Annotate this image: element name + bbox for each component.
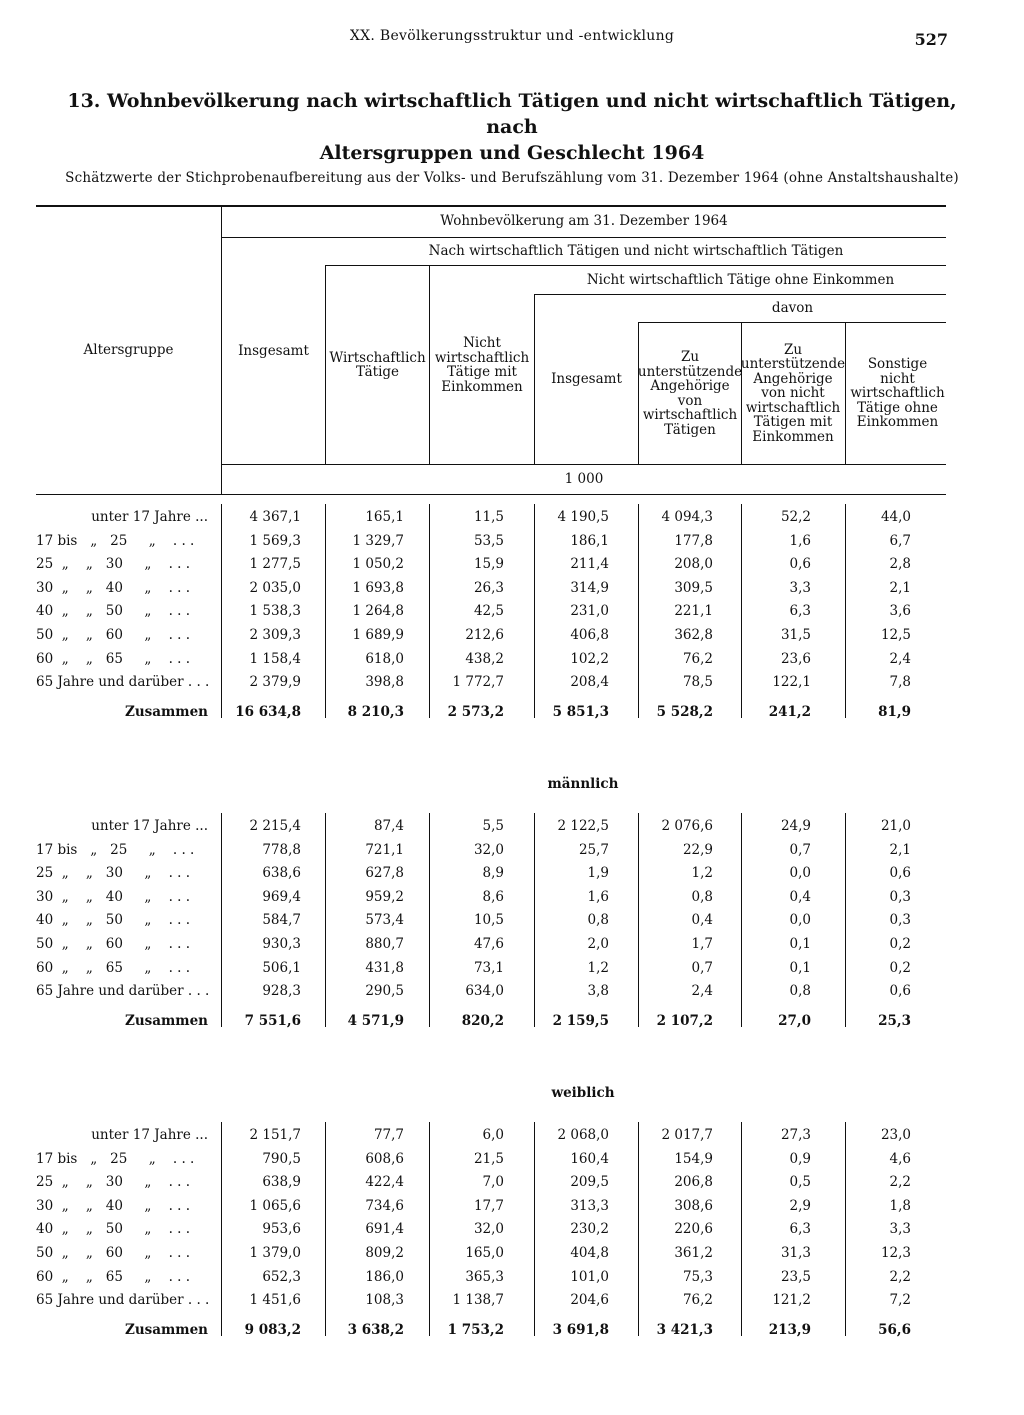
total-cell: 213,9 (768, 1321, 811, 1338)
table-cell: 42,5 (473, 603, 504, 620)
header-divider-3 (429, 265, 430, 464)
table-title (60, 88, 964, 166)
table-cell: 313,3 (570, 1197, 609, 1214)
row-label: 17 bis „ 25 „ . . . (36, 841, 195, 858)
table-cell: 12,5 (880, 627, 911, 643)
table-cell: 160,4 (570, 1150, 609, 1167)
table-cell: 1 050,2 (352, 556, 404, 573)
header-wohnbevoelkerung: Wohnbevölkerung am 31. Dezember 1964 (440, 213, 728, 230)
table-cell: 32,0 (473, 1221, 504, 1238)
table-cell: 0,3 (889, 888, 911, 905)
total-cell: 27,0 (778, 1012, 811, 1029)
table-cell: 208,4 (570, 674, 609, 691)
row-label: 40 „ „ 50 „ . . . (36, 912, 191, 929)
table-cell: 75,3 (682, 1268, 713, 1285)
row-label: 25 „ „ 30 „ . . . (36, 556, 191, 573)
table-cell: 1,7 (691, 936, 713, 952)
table-cell: 8,6 (482, 888, 504, 905)
table-cell: 3,3 (789, 579, 811, 596)
table-cell: 6,7 (889, 532, 911, 549)
table-cell: 101,0 (570, 1268, 609, 1285)
table-cell: 2,9 (789, 1197, 811, 1214)
table-cell: 969,4 (262, 888, 301, 905)
table-cell: 4 190,5 (557, 509, 609, 525)
table-cell: 2,0 (587, 936, 609, 952)
header-insgesamt: Insgesamt (238, 342, 309, 359)
header-wirtschaftlich-taetige: Wirtschaftlich Tätige (329, 349, 426, 380)
total-cell: 3 421,3 (656, 1321, 713, 1338)
header-divider-7 (845, 322, 846, 464)
table-cell: 404,8 (570, 1245, 609, 1261)
header-nicht-wirt-ohne-einkommen: Nicht wirtschaftlich Tätige ohne Einkommen (586, 271, 895, 288)
table-cell: 4 367,1 (249, 509, 301, 525)
table-cell: 0,4 (691, 912, 713, 929)
table-cell: 76,2 (682, 1292, 713, 1309)
table-cell: 1 065,6 (249, 1197, 301, 1214)
table-cell: 2 309,3 (249, 627, 301, 643)
section-label-weiblich: weiblich (551, 1085, 615, 1101)
table-cell: 1 693,8 (352, 579, 404, 596)
table-cell: 573,4 (365, 912, 404, 929)
table-cell: 22,9 (682, 841, 713, 858)
table-cell: 2,1 (889, 579, 911, 596)
table-cell: 1,6 (587, 888, 609, 905)
table-cell: 102,2 (570, 650, 609, 667)
table-cell: 314,9 (570, 579, 609, 596)
table-cell: 220,6 (674, 1221, 713, 1238)
table-cell: 73,1 (473, 959, 504, 976)
header-altersgruppe: Altersgruppe (83, 341, 174, 358)
table-cell: 1,2 (691, 865, 713, 882)
table-cell: 638,6 (262, 865, 301, 882)
row-label: 65 Jahre und darüber . . . (36, 674, 210, 691)
table-cell: 1 451,6 (249, 1292, 301, 1309)
table-title-line-2: Altersgruppen und Geschlecht 1964 (319, 142, 705, 164)
table-cell: 638,9 (262, 1174, 301, 1191)
table-cell: 0,8 (691, 888, 713, 905)
table-cell: 154,9 (674, 1150, 713, 1167)
section-label-männlich: männlich (547, 776, 619, 792)
row-label: 30 „ „ 40 „ . . . (36, 888, 191, 905)
header-unit: 1 000 (564, 471, 604, 488)
table-cell: 608,6 (365, 1150, 404, 1167)
table-cell: 87,4 (373, 818, 404, 834)
table-cell: 0,7 (789, 841, 811, 858)
table-cell: 1 158,4 (249, 650, 301, 667)
table-cell: 309,5 (674, 579, 713, 596)
table-cell: 691,4 (365, 1221, 404, 1238)
table-cell: 31,3 (780, 1245, 811, 1261)
table-cell: 398,8 (365, 674, 404, 691)
header-nicht-wirt-mit-einkommen: Nicht wirtschaftlich Tätige mit Einkommen (434, 335, 530, 395)
table-cell: 6,0 (482, 1127, 504, 1143)
table-cell: 186,0 (365, 1268, 404, 1285)
table-cell: 23,5 (780, 1268, 811, 1285)
table-cell: 778,8 (262, 841, 301, 858)
table-cell: 212,6 (465, 627, 504, 643)
table-cell: 221,1 (674, 603, 713, 620)
table-cell: 44,0 (880, 509, 911, 525)
total-cell: 241,2 (768, 703, 811, 720)
table-cell: 0,6 (789, 556, 811, 573)
table-cell: 734,6 (365, 1197, 404, 1214)
table-cell: 0,2 (889, 959, 911, 976)
header-angehoerige-wt: Zu unterstützende Angehörige von wirtschaftlich Tätigen (637, 349, 743, 438)
table-cell: 17,7 (473, 1197, 504, 1214)
table-cell: 406,8 (570, 627, 609, 643)
table-cell: 6,3 (789, 603, 811, 620)
table-cell: 2 068,0 (557, 1127, 609, 1143)
table-cell: 1 689,9 (352, 627, 404, 643)
table-cell: 721,1 (365, 841, 404, 858)
table-cell: 2 035,0 (249, 579, 301, 596)
table-cell: 206,8 (674, 1174, 713, 1191)
table-cell: 0,8 (789, 983, 811, 1000)
table-cell: 211,4 (570, 556, 609, 573)
table-cell: 1 772,7 (452, 674, 504, 691)
row-label: 65 Jahre und darüber . . . (36, 983, 210, 1000)
table-cell: 365,3 (465, 1268, 504, 1285)
row-label: 40 „ „ 50 „ . . . (36, 603, 191, 620)
table-cell: 2 076,6 (661, 818, 713, 834)
total-cell: 16 634,8 (235, 703, 301, 720)
table-cell: 208,0 (674, 556, 713, 573)
table-cell: 652,3 (262, 1268, 301, 1285)
row-label: 50 „ „ 60 „ . . . (36, 1245, 191, 1261)
total-cell: 4 571,9 (347, 1012, 404, 1029)
row-label-total: Zusammen (125, 703, 208, 720)
table-cell: 21,5 (473, 1150, 504, 1167)
table-cell: 880,7 (365, 936, 404, 952)
table-cell: 809,2 (365, 1245, 404, 1261)
table-cell: 2,4 (691, 983, 713, 1000)
table-cell: 76,2 (682, 650, 713, 667)
table-cell: 0,4 (789, 888, 811, 905)
page-number: 527 (914, 30, 948, 49)
table-cell: 0,5 (789, 1174, 811, 1191)
table-cell: 27,3 (780, 1127, 811, 1143)
row-label-total: Zusammen (125, 1321, 208, 1338)
table-cell: 23,6 (780, 650, 811, 667)
table-cell: 2,4 (889, 650, 911, 667)
table-cell: 24,9 (780, 818, 811, 834)
table-cell: 3,3 (889, 1221, 911, 1238)
table-cell: 290,5 (365, 983, 404, 1000)
table-cell: 4 094,3 (661, 509, 713, 525)
table-cell: 0,9 (789, 1150, 811, 1167)
table-cell: 953,6 (262, 1221, 301, 1238)
table-cell: 5,5 (482, 818, 504, 834)
table-cell: 1 264,8 (352, 603, 404, 620)
row-label: 30 „ „ 40 „ . . . (36, 579, 191, 596)
running-head (0, 28, 1024, 52)
table-cell: 0,0 (789, 912, 811, 929)
table-cell: 0,6 (889, 865, 911, 882)
table-cell: 11,5 (473, 509, 504, 525)
table-cell: 12,3 (880, 1245, 911, 1261)
table-cell: 8,9 (482, 865, 504, 882)
table-cell: 2 215,4 (249, 818, 301, 834)
table-cell: 1 569,3 (249, 532, 301, 549)
total-cell: 1 753,2 (447, 1321, 504, 1338)
table-cell: 634,0 (465, 983, 504, 1000)
table-cell: 47,6 (473, 936, 504, 952)
table-cell: 1 138,7 (452, 1292, 504, 1309)
table-cell: 618,0 (365, 650, 404, 667)
table-cell: 0,1 (789, 936, 811, 952)
table-cell: 0,6 (889, 983, 911, 1000)
table-cell: 506,1 (262, 959, 301, 976)
table-cell: 10,5 (473, 912, 504, 929)
row-label: unter 17 Jahre ... (91, 509, 208, 525)
table-cell: 165,1 (365, 509, 404, 525)
table-cell: 431,8 (365, 959, 404, 976)
header-davon: davon (771, 300, 814, 317)
table-cell: 7,2 (889, 1292, 911, 1309)
row-label-total: Zusammen (125, 1012, 208, 1029)
table-cell: 77,7 (373, 1127, 404, 1143)
table-cell: 177,8 (674, 532, 713, 549)
table-cell: 2,8 (889, 556, 911, 573)
table-cell: 362,8 (674, 627, 713, 643)
table-cell: 0,7 (691, 959, 713, 976)
table-cell: 7,0 (482, 1174, 504, 1191)
table-cell: 25,7 (578, 841, 609, 858)
row-label: 25 „ „ 30 „ . . . (36, 865, 191, 882)
table-cell: 959,2 (365, 888, 404, 905)
table-title-line-1: 13. Wohnbevölkerung nach wirtschaftlich Tätigen und nicht wirtschaftlich Tätigen, nach (67, 90, 957, 138)
table-cell: 231,0 (570, 603, 609, 620)
table-cell: 121,2 (772, 1292, 811, 1309)
total-cell: 3 638,2 (347, 1321, 404, 1338)
table-cell: 15,9 (473, 556, 504, 573)
table-cell: 78,5 (682, 674, 713, 691)
table-cell: 928,3 (262, 983, 301, 1000)
table-cell: 308,6 (674, 1197, 713, 1214)
table-cell: 438,2 (465, 650, 504, 667)
row-label: 50 „ „ 60 „ . . . (36, 627, 191, 643)
table-cell: 4,6 (889, 1150, 911, 1167)
table-cell: 108,3 (365, 1292, 404, 1309)
table-cell: 1,2 (587, 959, 609, 976)
table-cell: 0,2 (889, 936, 911, 952)
section-heading: XX. Bevölkerungsstruktur und -entwicklung (349, 28, 675, 44)
table-cell: 930,3 (262, 936, 301, 952)
header-bottom-rule (36, 494, 946, 495)
total-cell: 5 528,2 (656, 703, 713, 720)
total-cell: 3 691,8 (552, 1321, 609, 1338)
total-cell: 7 551,6 (244, 1012, 301, 1029)
table-cell: 1,9 (587, 865, 609, 882)
row-label: 40 „ „ 50 „ . . . (36, 1221, 191, 1238)
table-cell: 0,8 (587, 912, 609, 929)
row-label: unter 17 Jahre ... (91, 1127, 208, 1143)
table-cell: 1 277,5 (249, 556, 301, 573)
row-label: 60 „ „ 65 „ . . . (36, 650, 191, 667)
table-cell: 23,0 (880, 1127, 911, 1143)
table-cell: 165,0 (465, 1245, 504, 1261)
table-cell: 0,0 (789, 865, 811, 882)
total-cell: 2 573,2 (447, 703, 504, 720)
table-cell: 0,1 (789, 959, 811, 976)
table-cell: 2 379,9 (249, 674, 301, 691)
table-cell: 1,6 (789, 532, 811, 549)
row-label: 17 bis „ 25 „ . . . (36, 532, 195, 549)
total-cell: 5 851,3 (552, 703, 609, 720)
table-cell: 584,7 (262, 912, 301, 929)
table-cell: 2 151,7 (249, 1127, 301, 1143)
row-label: 17 bis „ 25 „ . . . (36, 1150, 195, 1167)
table-cell: 1,8 (889, 1197, 911, 1214)
total-cell: 56,6 (878, 1321, 911, 1338)
table-cell: 186,1 (570, 532, 609, 549)
total-cell: 25,3 (878, 1012, 911, 1029)
table-cell: 53,5 (473, 532, 504, 549)
header-sonstige: Sonstige nicht wirtschaftlich Tätige ohne Einkommen (850, 356, 945, 431)
header-divider-2 (325, 265, 326, 464)
table-cell: 3,8 (587, 983, 609, 1000)
table-cell: 3,6 (889, 603, 911, 620)
table-cell: 422,4 (365, 1174, 404, 1191)
table-cell: 627,8 (365, 865, 404, 882)
table-cell: 2,1 (889, 841, 911, 858)
table-cell: 2,2 (889, 1268, 911, 1285)
table-cell: 7,8 (889, 674, 911, 691)
table-cell: 361,2 (674, 1245, 713, 1261)
table-cell: 32,0 (473, 841, 504, 858)
table-cell: 1 329,7 (352, 532, 404, 549)
total-cell: 81,9 (878, 703, 911, 720)
total-cell: 820,2 (461, 1012, 504, 1029)
header-insgesamt-ohne-einkommen: Insgesamt (551, 371, 622, 388)
table-cell: 31,5 (780, 627, 811, 643)
row-label: 25 „ „ 30 „ . . . (36, 1174, 191, 1191)
total-cell: 8 210,3 (347, 703, 404, 720)
row-label: 60 „ „ 65 „ . . . (36, 959, 191, 976)
table-cell: 209,5 (570, 1174, 609, 1191)
table-cell: 52,2 (780, 509, 811, 525)
table-cell: 230,2 (570, 1221, 609, 1238)
table-cell: 2 122,5 (557, 818, 609, 834)
total-cell: 9 083,2 (244, 1321, 301, 1338)
header-nach-wirtschaftlich: Nach wirtschaftlich Tätigen und nicht wirtschaftlich Tätigen (428, 243, 844, 260)
row-label: 50 „ „ 60 „ . . . (36, 936, 191, 952)
table-cell: 204,6 (570, 1292, 609, 1309)
table-cell: 1 538,3 (249, 603, 301, 620)
table-cell: 790,5 (262, 1150, 301, 1167)
table-cell: 6,3 (789, 1221, 811, 1238)
row-label: 30 „ „ 40 „ . . . (36, 1197, 191, 1214)
table-cell: 0,3 (889, 912, 911, 929)
header-angehoerige-nwt: Zu unterstützende Angehörige von nicht wirtschaftlich Tätigen mit Einkommen (740, 341, 846, 445)
table-cell: 26,3 (473, 579, 504, 596)
total-cell: 2 159,5 (552, 1012, 609, 1029)
table-cell: 122,1 (772, 674, 811, 691)
total-cell: 2 107,2 (656, 1012, 713, 1029)
table-subtitle: Schätzwerte der Stichprobenaufbereitung aus der Volks- und Berufszählung vom 31. Dezember 1964 (ohne Anstaltshaushalte) (65, 170, 959, 186)
table-cell: 1 379,0 (249, 1245, 301, 1261)
row-label: 65 Jahre und darüber . . . (36, 1292, 210, 1309)
row-label: unter 17 Jahre ... (91, 818, 208, 834)
table-cell: 2,2 (889, 1174, 911, 1191)
table-cell: 2 017,7 (661, 1127, 713, 1143)
table-cell: 21,0 (880, 818, 911, 834)
row-label: 60 „ „ 65 „ . . . (36, 1268, 191, 1285)
